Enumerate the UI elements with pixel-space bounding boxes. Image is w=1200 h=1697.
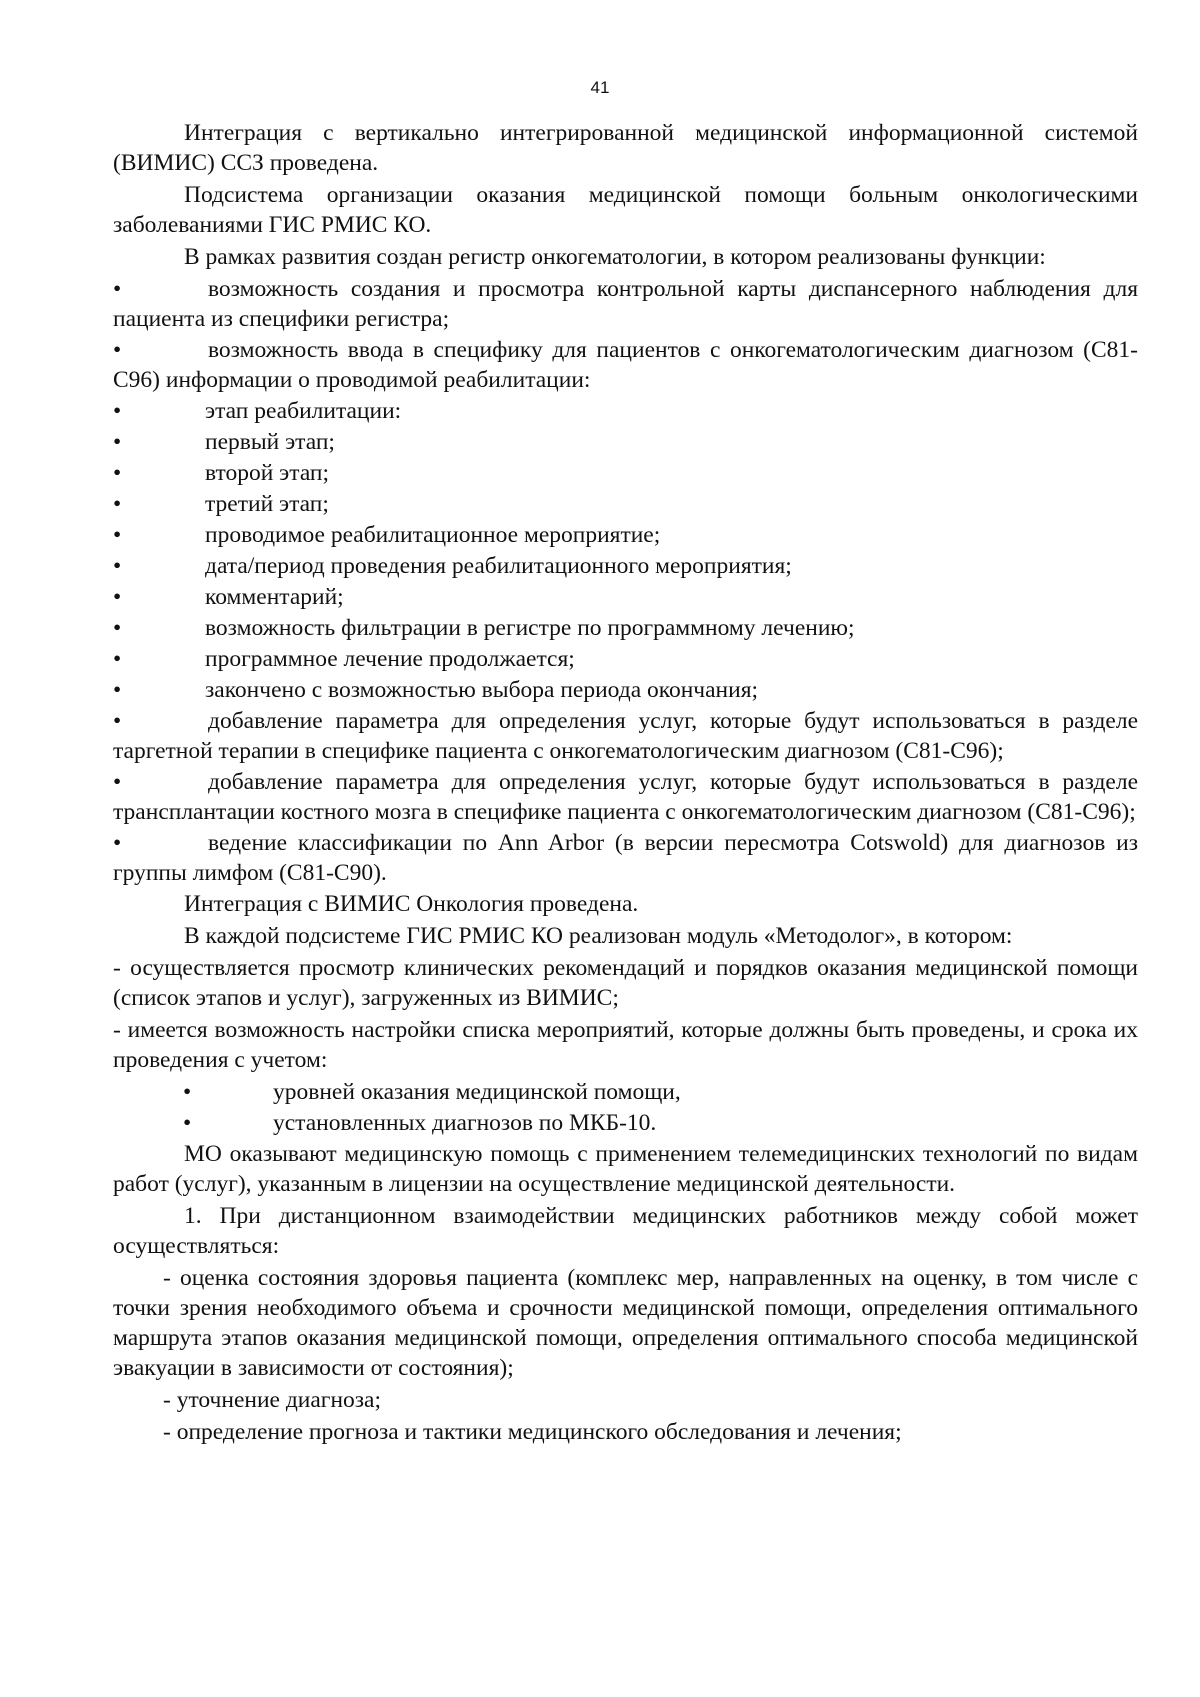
list-item-text: комментарий; (205, 584, 344, 610)
list-item (113, 551, 1138, 581)
list-item (113, 582, 1138, 612)
list-item-text: первый этап; (205, 429, 335, 455)
list-item-text: установленных диагнозов по МКБ-10. (273, 1110, 657, 1136)
list-item (113, 489, 1138, 519)
bullet-icon: • (113, 708, 122, 734)
list-item (113, 767, 1138, 827)
list-item (113, 828, 1138, 888)
paragraph-remote-interaction: 1. При дистанционном взаимодействии медицинских работников между собой может осуществляться: (113, 1203, 1138, 1259)
bullet-icon: • (113, 615, 122, 641)
bullet-icon: • (113, 522, 122, 548)
list-item-text: второй этап; (205, 460, 330, 486)
bullet-icon: • (113, 769, 122, 795)
list-item (113, 458, 1138, 488)
list-item (113, 644, 1138, 674)
paragraph-methodolog: В каждой подсистеме ГИС РМИС КО реализован модуль «Методолог», в котором: (184, 923, 1013, 949)
list-item-text: добавление параметра для определения услуг, которые будут использоваться в разделе трансплантации костного мозга в специфике пациента с онкогематологическим диагнозом (С81-С96); (113, 769, 1138, 825)
bullet-icon: • (113, 646, 122, 672)
list-item: - имеется возможность настройки списка мероприятий, которые должны быть проведены, и срока их проведения с учетом: (113, 1017, 1138, 1073)
list-item-text: проводимое реабилитационное мероприятие; (205, 522, 661, 548)
list-item-text: дата/период проведения реабилитационного мероприятия; (205, 553, 792, 579)
list-item-text: ведение классификации по Ann Arbor (в версии пересмотра Cotswold) для диагнозов из группы лимфом (С81-С90). (113, 830, 1138, 886)
paragraph-oncohematology-register: В рамках развития создан регистр онкогематологии, в котором реализованы функции: (184, 244, 1046, 270)
list-item-text: этап реабилитации: (205, 398, 402, 424)
bullet-icon: • (113, 337, 122, 363)
list-item (113, 675, 1138, 705)
bullet-icon: • (113, 276, 122, 302)
bullet-icon: • (113, 584, 122, 610)
list-item: - оценка состояния здоровья пациента (комплекс мер, направленных на оценку, в том числе с точки зрения необходимого объема и срочности медицинской помощи, определения оптимального маршрута этапов оказания медицинской помощи, определения оптимального способа медицинской эвакуации в зависимости от состояния); (113, 1265, 1138, 1381)
bullet-icon: • (113, 460, 122, 486)
bullet-icon: • (113, 398, 122, 424)
list-item (113, 427, 1138, 457)
bullet-icon: • (113, 491, 122, 517)
bullet-icon: • (113, 677, 122, 703)
list-item-text: возможность создания и просмотра контрольной карты диспансерного наблюдения для пациента из специфики регистра; (113, 276, 1138, 332)
document-body (113, 118, 1138, 1449)
paragraph-telemedicine: МО оказывают медицинскую помощь с применением телемедицинских технологий по видам работ (услуг), указанным в лицензии на осуществление медицинской деятельности. (113, 1141, 1138, 1197)
list-item (113, 613, 1138, 643)
list-item-text: возможность ввода в специфику для пациентов с онкогематологическим диагнозом (С81-С96) информации о проводимой реабилитации: (113, 337, 1138, 393)
list-item: - осуществляется просмотр клинических рекомендаций и порядков оказания медицинской помощи (список этапов и услуг), загруженных из ВИМИС; (113, 955, 1138, 1011)
paragraph-vimis-ssz: Интеграция с вертикально интегрированной медицинской информационной системой (ВИМИС) ССЗ проведена. (113, 120, 1138, 176)
list-item-text: третий этап; (205, 491, 329, 517)
list-item (113, 396, 1138, 426)
list-item: - уточнение диагноза; (163, 1387, 382, 1413)
bullet-icon: • (183, 1110, 192, 1136)
list-item-text: закончено с возможностью выбора периода окончания; (205, 677, 759, 703)
list-item: - определение прогноза и тактики медицинского обследования и лечения; (163, 1419, 902, 1445)
page-number: 41 (590, 78, 610, 97)
list-item (113, 706, 1138, 766)
bullet-icon: • (113, 553, 122, 579)
list-item-text: программное лечение продолжается; (205, 646, 575, 672)
list-item (113, 1077, 1138, 1107)
list-item (113, 274, 1138, 334)
paragraph-vimis-oncology: Интеграция с ВИМИС Онкология проведена. (184, 891, 639, 917)
list-item (113, 520, 1138, 550)
bullet-icon: • (183, 1079, 192, 1105)
list-item-text: уровней оказания медицинской помощи, (273, 1079, 681, 1105)
paragraph-oncology-subsystem: Подсистема организации оказания медицинской помощи больным онкологическими заболеваниями ГИС РМИС КО. (113, 182, 1138, 238)
list-item-text: возможность фильтрации в регистре по программному лечению; (205, 615, 855, 641)
list-item (113, 335, 1138, 395)
bullet-icon: • (113, 429, 122, 455)
bullet-icon: • (113, 830, 122, 856)
list-item (113, 1108, 1138, 1138)
list-item-text: добавление параметра для определения услуг, которые будут использоваться в разделе таргетной терапии в специфике пациента с онкогематологическим диагнозом (С81-С96); (113, 708, 1138, 764)
